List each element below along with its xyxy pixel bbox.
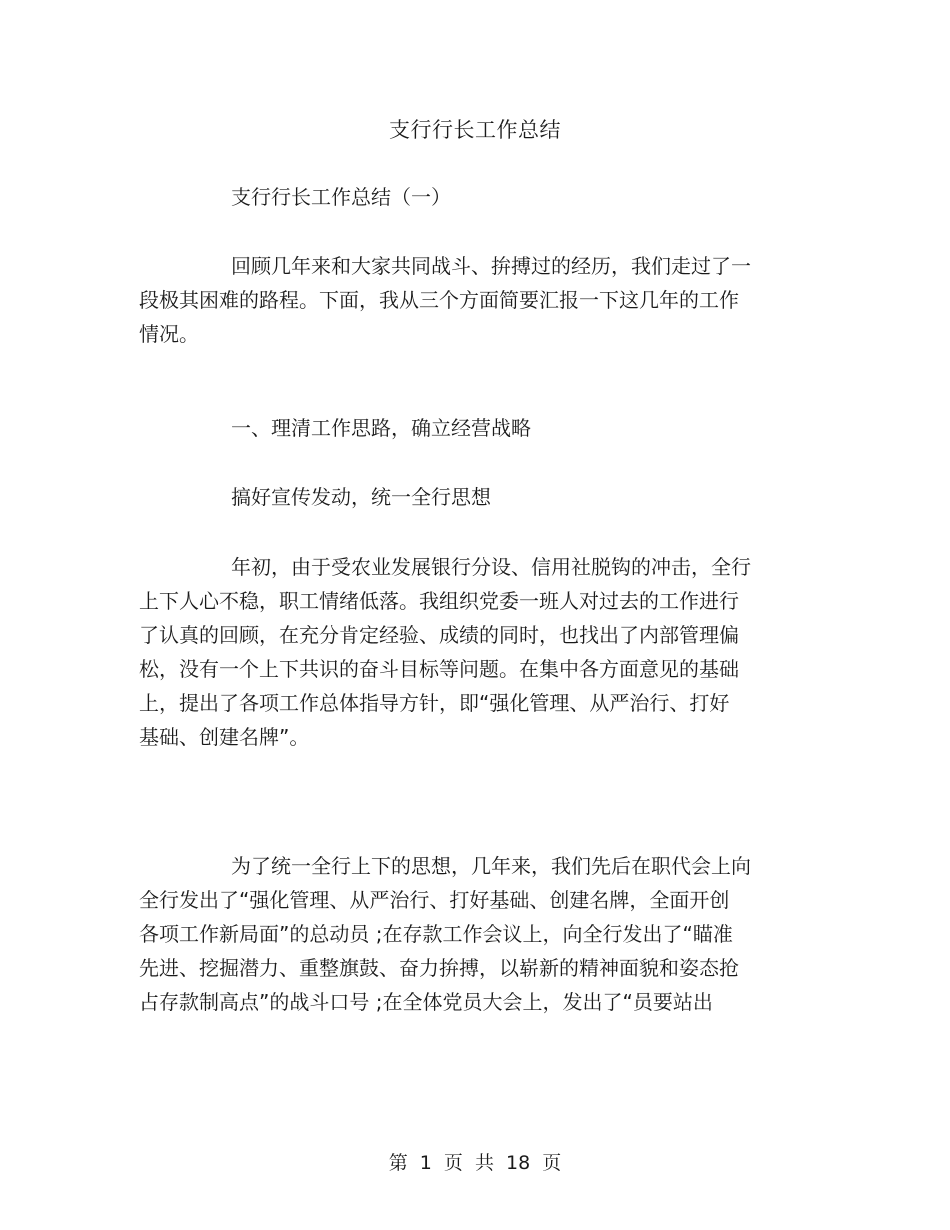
paragraph-line: 各项工作新局面”的总动员 ;在存款工作会议上，向全行发出了“瞄准	[139, 922, 733, 946]
paragraph-line: 情况。	[139, 322, 199, 346]
paragraph-line: 年初，由于受农业发展银行分设、信用社脱钩的冲击，全行	[231, 555, 751, 579]
section-heading-1	[139, 411, 779, 445]
paragraph-line: 全行发出了“强化管理、从严治行、打好基础、创建名牌，全面开创	[139, 888, 730, 912]
paragraph-line: 占存款制高点”的战斗口号 ;在全体党员大会上，发出了“员要站出	[139, 990, 713, 1014]
document-title: 支行行长工作总结	[389, 118, 561, 142]
paragraph-line: 了认真的回顾，在充分肯定经验、成绩的同时，也找出了内部管理偏	[139, 623, 739, 647]
paragraph-line: 松，没有一个上下共识的奋斗目标等问题。在集中各方面意见的基础	[139, 657, 739, 681]
subtitle	[139, 180, 779, 214]
paragraph-line: 回顾几年来和大家共同战斗、拚搏过的经历，我们走过了一	[231, 254, 751, 278]
paragraph-line: 段极其困难的路程。下面，我从三个方面简要汇报一下这几年的工作	[139, 288, 739, 312]
paragraph-3	[139, 849, 779, 1019]
paragraph-2	[139, 550, 779, 754]
section-heading-2	[139, 480, 779, 514]
heading-text: 搞好宣传发动，统一全行思想	[231, 485, 491, 509]
subtitle-text: 支行行长工作总结（一）	[231, 185, 451, 209]
heading-text: 一、理清工作思路，确立经营战略	[231, 416, 531, 440]
paragraph-line: 上下人心不稳，职工情绪低落。我组织党委一班人对过去的工作进行	[139, 589, 739, 613]
paragraph-line: 为了统一全行上下的思想，几年来，我们先后在职代会上向	[231, 854, 751, 878]
paragraph-1	[139, 249, 779, 351]
page-number-footer: 第 1 页 共 18 页	[388, 1152, 562, 1174]
paragraph-line: 基础、创建名牌”。	[139, 725, 310, 749]
paragraph-line: 先进、挖掘潜力、重整旗鼓、奋力拚搏，以崭新的精神面貌和姿态抢	[139, 956, 739, 980]
paragraph-line: 上，提出了各项工作总体指导方针，即“强化管理、从严治行、打好	[139, 691, 730, 715]
